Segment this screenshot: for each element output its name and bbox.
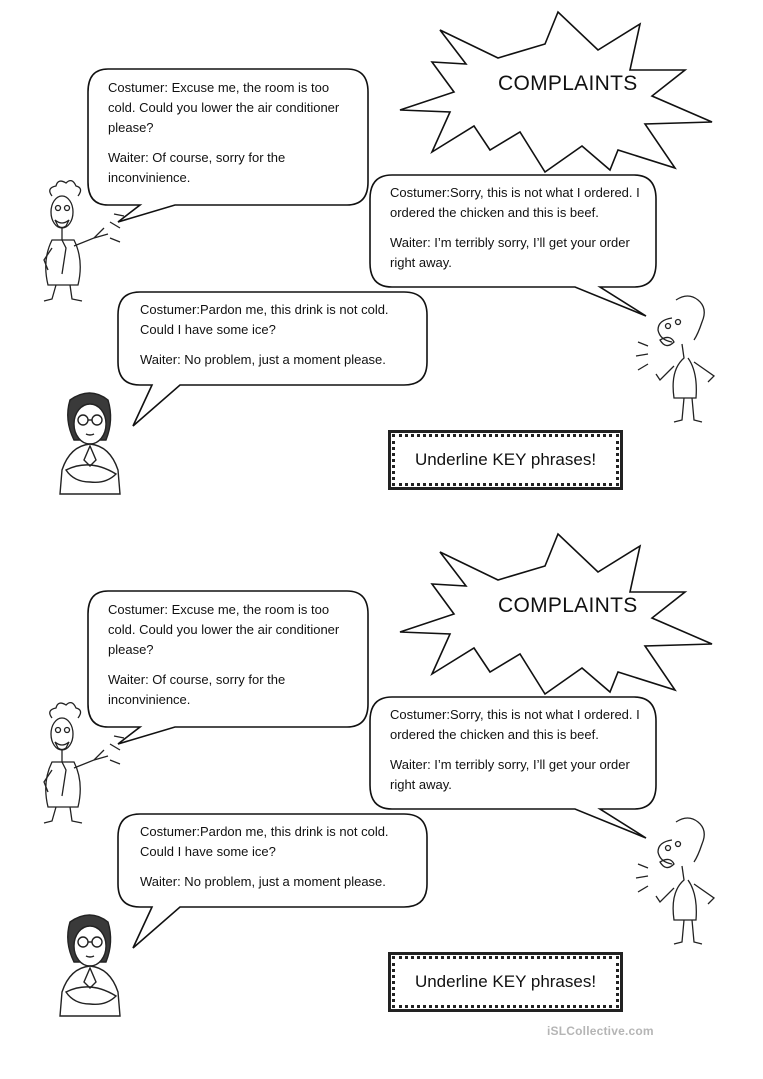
dialog-2 [390, 183, 652, 283]
dialog-2-customer-line: Costumer:Sorry, this is not what I ordered. I ordered the chicken and this is beef. [390, 707, 640, 742]
dialog-3-customer-line: Costumer:Pardon me, this drink is not cold. Could I have some ice? [140, 302, 389, 337]
worksheet-title: COMPLAINTS [498, 594, 638, 617]
instruction-box [388, 430, 623, 490]
dialog-2-customer-line: Costumer:Sorry, this is not what I ordered. I ordered the chicken and this is beef. [390, 185, 640, 220]
worksheet-title: COMPLAINTS [498, 72, 638, 95]
woman-glasses-illustration [60, 915, 120, 1016]
dialog-1 [108, 78, 360, 198]
dialog-2 [390, 705, 652, 805]
instruction-text: Underline KEY phrases! [414, 450, 597, 469]
dialog-1-waiter-line: Waiter: Of course, sorry for the inconvinience. [108, 150, 286, 185]
site-watermark: iSLCollective.com [547, 1024, 654, 1038]
dialog-1-customer-line: Costumer: Excuse me, the room is too cold. Could you lower the air conditioner please? [108, 602, 340, 657]
dialog-2-waiter-line: Waiter: I’m terribly sorry, I’ll get your order right away. [390, 757, 630, 792]
worksheet-bottom [0, 522, 763, 1044]
dialog-3-customer-line: Costumer:Pardon me, this drink is not cold. Could I have some ice? [140, 824, 389, 859]
woman-glasses-illustration [60, 393, 120, 494]
dialog-3-waiter-line: Waiter: No problem, just a moment please. [140, 874, 386, 889]
dialog-1-customer-line: Costumer: Excuse me, the room is too cold. Could you lower the air conditioner please? [108, 80, 340, 135]
instruction-text: Underline KEY phrases! [414, 972, 597, 991]
worksheet-top [0, 0, 763, 522]
dialog-1-waiter-line: Waiter: Of course, sorry for the inconvinience. [108, 672, 286, 707]
dialog-1 [108, 600, 360, 720]
dialog-3 [140, 822, 420, 902]
dialog-3-waiter-line: Waiter: No problem, just a moment please. [140, 352, 386, 367]
instruction-box [388, 952, 623, 1012]
dialog-2-waiter-line: Waiter: I’m terribly sorry, I’ll get your order right away. [390, 235, 630, 270]
dialog-3 [140, 300, 420, 380]
shouting-woman-illustration [636, 818, 714, 944]
shouting-woman-illustration [636, 296, 714, 422]
